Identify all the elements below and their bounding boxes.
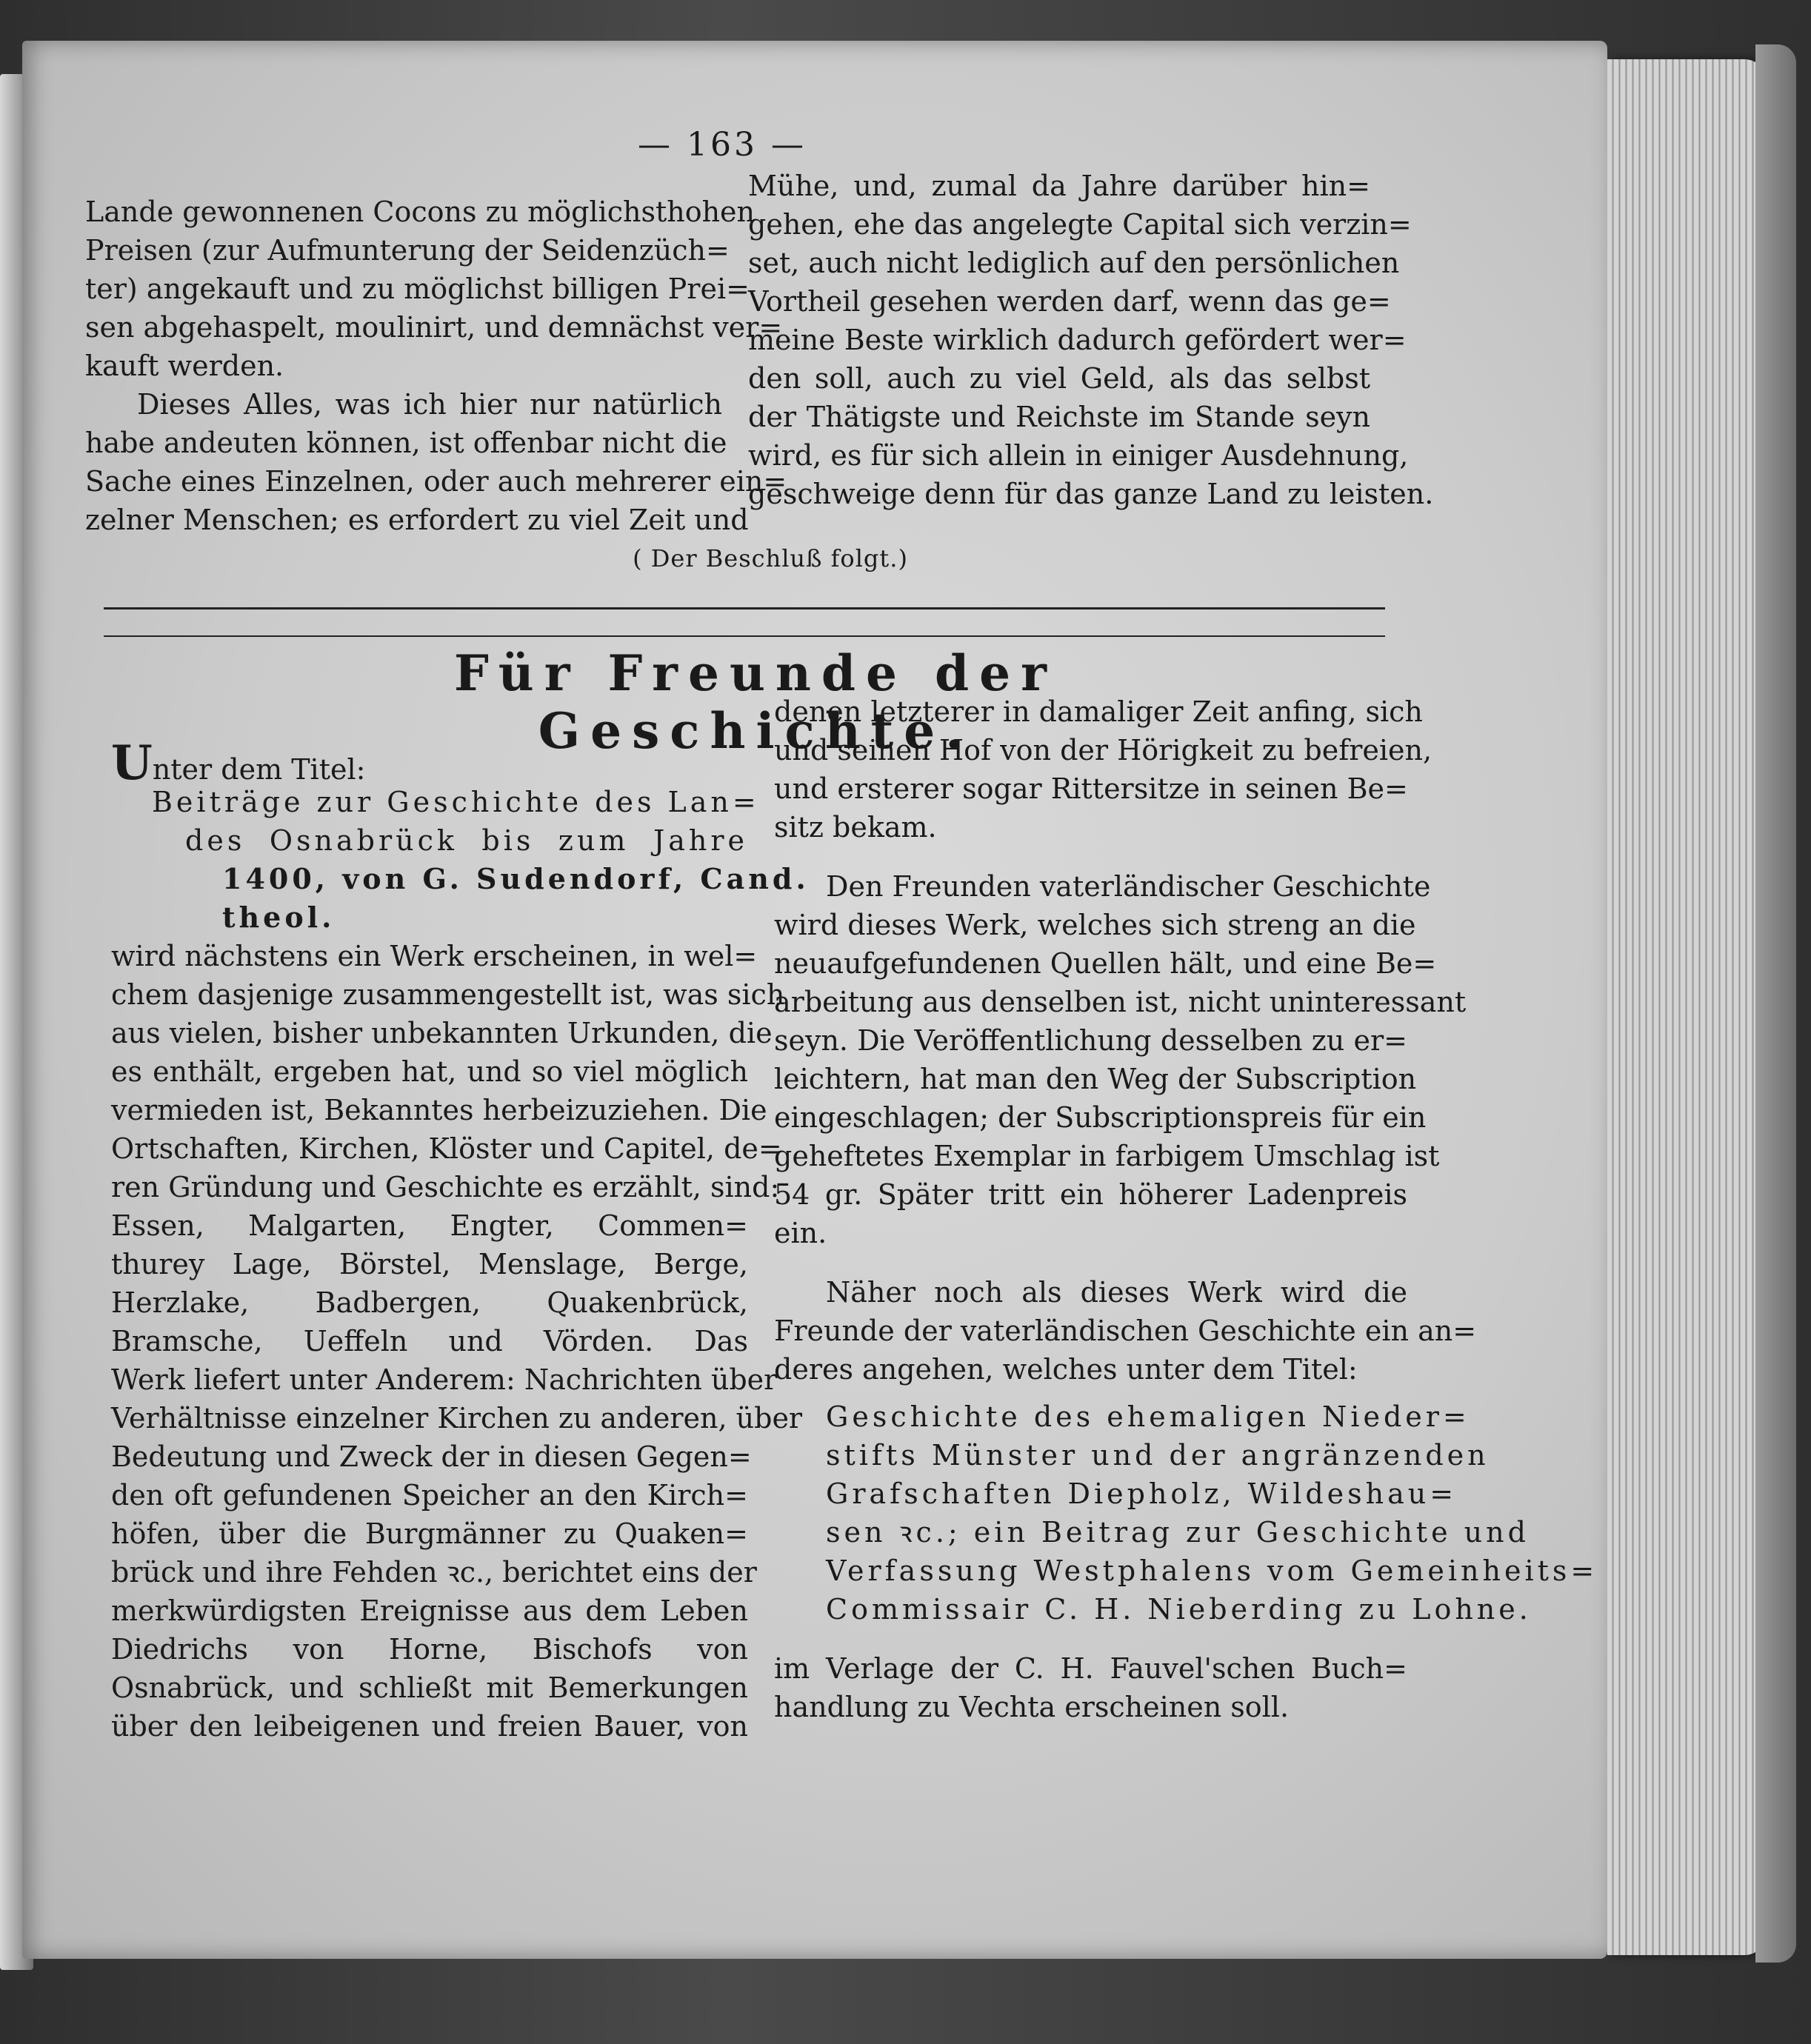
text-line: Mühe, und, zumal da Jahre darüber hin= — [748, 170, 1370, 202]
text-line: Freunde der vaterländischen Geschichte ein an= — [774, 1315, 1477, 1347]
top-right-column — [748, 167, 1434, 513]
text-line: den oft gefundenen Speicher an den Kirch= — [111, 1479, 748, 1512]
first-line — [111, 735, 748, 791]
text-line: Ortschaften, Kirchen, Klöster und Capitel, de= — [111, 1132, 782, 1165]
text-line: habe andeuten können, ist offenbar nicht die — [85, 427, 727, 459]
text-line: thurey Lage, Börstel, Menslage, Berge, — [111, 1248, 748, 1280]
paragraph-gap — [774, 1389, 1407, 1397]
text-line: zelner Menschen; es erfordert zu viel Zeit und — [85, 504, 749, 536]
text-line: leichtern, hat man den Weg der Subscription — [774, 1063, 1417, 1095]
text-line: vermieden ist, Bekanntes herbeizuziehen. Die — [111, 1094, 767, 1126]
title-line: 1400, von G. Sudendorf, Cand. — [222, 862, 810, 895]
text-line: Vortheil gesehen werden darf, wenn das ge= — [748, 285, 1391, 318]
book-title-block — [111, 783, 810, 937]
horizontal-rule — [104, 607, 1385, 609]
book-cover-edge — [1755, 44, 1796, 1963]
text-line: sen abgehaspelt, moulinirt, und demnächst ver= — [85, 311, 783, 344]
bottom-left-column — [111, 735, 810, 1746]
title-line: Beiträge zur Geschichte des Lan= — [152, 786, 760, 818]
text-line: meine Beste wirklich dadurch gefördert wer= — [748, 324, 1407, 356]
title-line: Verfassung Westphalens vom Gemeinheits= — [826, 1554, 1598, 1587]
text-line: eingeschlagen; der Subscriptionspreis für ein — [774, 1101, 1427, 1134]
horizontal-rule — [104, 635, 1385, 637]
text-line: neuaufgefundenen Quellen hält, und eine Be= — [774, 947, 1437, 980]
text-line: ter) angekauft und zu möglichst billigen Prei= — [85, 273, 750, 305]
title-line: Geschichte des ehemaligen Nieder= — [826, 1400, 1470, 1433]
text-line: Bramsche, Ueffeln und Vörden. Das — [111, 1325, 748, 1357]
text-line: ein. — [774, 1217, 827, 1249]
text-line: und seinen Hof von der Hörigkeit zu befreien, — [774, 734, 1433, 766]
text-line: deres angehen, welches unter dem Titel: — [774, 1353, 1358, 1386]
text-line: 54 gr. Später tritt ein höherer Ladenpreis — [774, 1178, 1407, 1211]
text-line: Herzlake, Badbergen, Quakenbrück, — [111, 1286, 748, 1319]
continuation-note: ( Der Beschluß folgt.) — [633, 544, 908, 572]
page-stack-edge — [1607, 59, 1767, 1955]
book-title-block — [774, 1397, 1598, 1629]
text-line: der Thätigste und Reichste im Stande seyn — [748, 401, 1370, 433]
text-line: Lande gewonnenen Cocons zu möglichsthohen — [85, 196, 756, 228]
text-line: nter dem Titel: — [152, 753, 366, 786]
text-line: Werk liefert unter Anderem: Nachrichten über — [111, 1363, 778, 1396]
text-line: Näher noch als dieses Werk wird die — [826, 1276, 1407, 1309]
text-line: brück und ihre Fehden ꝛc., berichtet eins der — [111, 1556, 757, 1589]
text-line: Osnabrück, und schließt mit Bemerkungen — [111, 1671, 748, 1704]
title-line: Commissair C. H. Nieberding zu Lohne. — [826, 1593, 1532, 1626]
text-line: handlung zu Vechta erscheinen soll. — [774, 1691, 1290, 1723]
text-line: geheftetes Exemplar in farbigem Umschlag ist — [774, 1140, 1440, 1172]
text-line: den soll, auch zu viel Geld, als das selbst — [748, 362, 1370, 395]
text-line: gehen, ehe das angelegte Capital sich verzin= — [748, 208, 1412, 241]
text-line: arbeitung aus denselben ist, nicht uninteressant — [774, 986, 1467, 1018]
text-line: Verhältnisse einzelner Kirchen zu anderen, über — [111, 1402, 803, 1435]
paragraph-gap — [774, 846, 1407, 867]
text-line: wird, es für sich allein in einiger Ausdehnung, — [748, 439, 1409, 472]
text-line: über den leibeigenen und freien Bauer, von — [111, 1710, 748, 1743]
text-line: seyn. Die Veröffentlichung desselben zu er= — [774, 1024, 1407, 1057]
page-number: — 163 — — [638, 126, 807, 164]
text-line: merkwürdigsten Ereignisse aus dem Leben — [111, 1594, 748, 1627]
section-heading: Für Freunde der Geschichte. — [454, 644, 1057, 760]
text-line: ren Gründung und Geschichte es erzählt, sind: — [111, 1171, 780, 1203]
top-left-column — [85, 193, 787, 539]
text-line: set, auch nicht lediglich auf den persönlichen — [748, 247, 1400, 279]
drop-cap: U — [111, 735, 153, 791]
title-line: stifts Münster und der angränzenden — [826, 1439, 1490, 1472]
text-line: es enthält, ergeben hat, und so viel möglich — [111, 1055, 748, 1088]
bottom-right-column — [774, 692, 1598, 1726]
text-line: Sache eines Einzelnen, oder auch mehrerer ein= — [85, 465, 787, 498]
text-line: im Verlage der C. H. Fauvel'schen Buch= — [774, 1652, 1407, 1685]
paragraph-gap — [774, 1252, 1407, 1273]
text-line: Essen, Malgarten, Engter, Commen= — [111, 1209, 748, 1242]
text-line: geschweige denn für das ganze Land zu leisten. — [748, 478, 1434, 510]
title-line: sen ꝛc.; ein Beitrag zur Geschichte und — [826, 1516, 1530, 1549]
text-line: und ersterer sogar Rittersitze in seinen Be= — [774, 772, 1408, 805]
paragraph-gap — [774, 1629, 1407, 1649]
text-line: kauft werden. — [85, 350, 284, 382]
text-line: sitz bekam. — [774, 811, 937, 844]
title-line: theol. — [222, 901, 336, 934]
title-line: Grafschaften Diepholz, Wildeshau= — [826, 1477, 1458, 1510]
text-line: Diedrichs von Horne, Bischofs von — [111, 1633, 748, 1666]
text-line: denen letzterer in damaliger Zeit anfing, sich — [774, 695, 1423, 728]
text-line: Bedeutung und Zweck der in diesen Gegen= — [111, 1440, 752, 1473]
text-line: chem dasjenige zusammengestellt ist, was sich — [111, 978, 785, 1011]
text-line: wird nächstens ein Werk erscheinen, in wel= — [111, 940, 758, 972]
text-line: Den Freunden vaterländischer Geschichte — [826, 870, 1431, 903]
text-line: aus vielen, bisher unbekannten Urkunden, die — [111, 1017, 773, 1049]
text-line: wird dieses Werk, welches sich streng an die — [774, 909, 1416, 941]
text-line: Dieses Alles, was ich hier nur natürlich — [137, 388, 722, 421]
text-line: Preisen (zur Aufmunterung der Seidenzüch= — [85, 234, 730, 267]
title-line: des Osnabrück bis zum Jahre — [185, 824, 748, 857]
text-line: höfen, über die Burgmänner zu Quaken= — [111, 1517, 748, 1550]
